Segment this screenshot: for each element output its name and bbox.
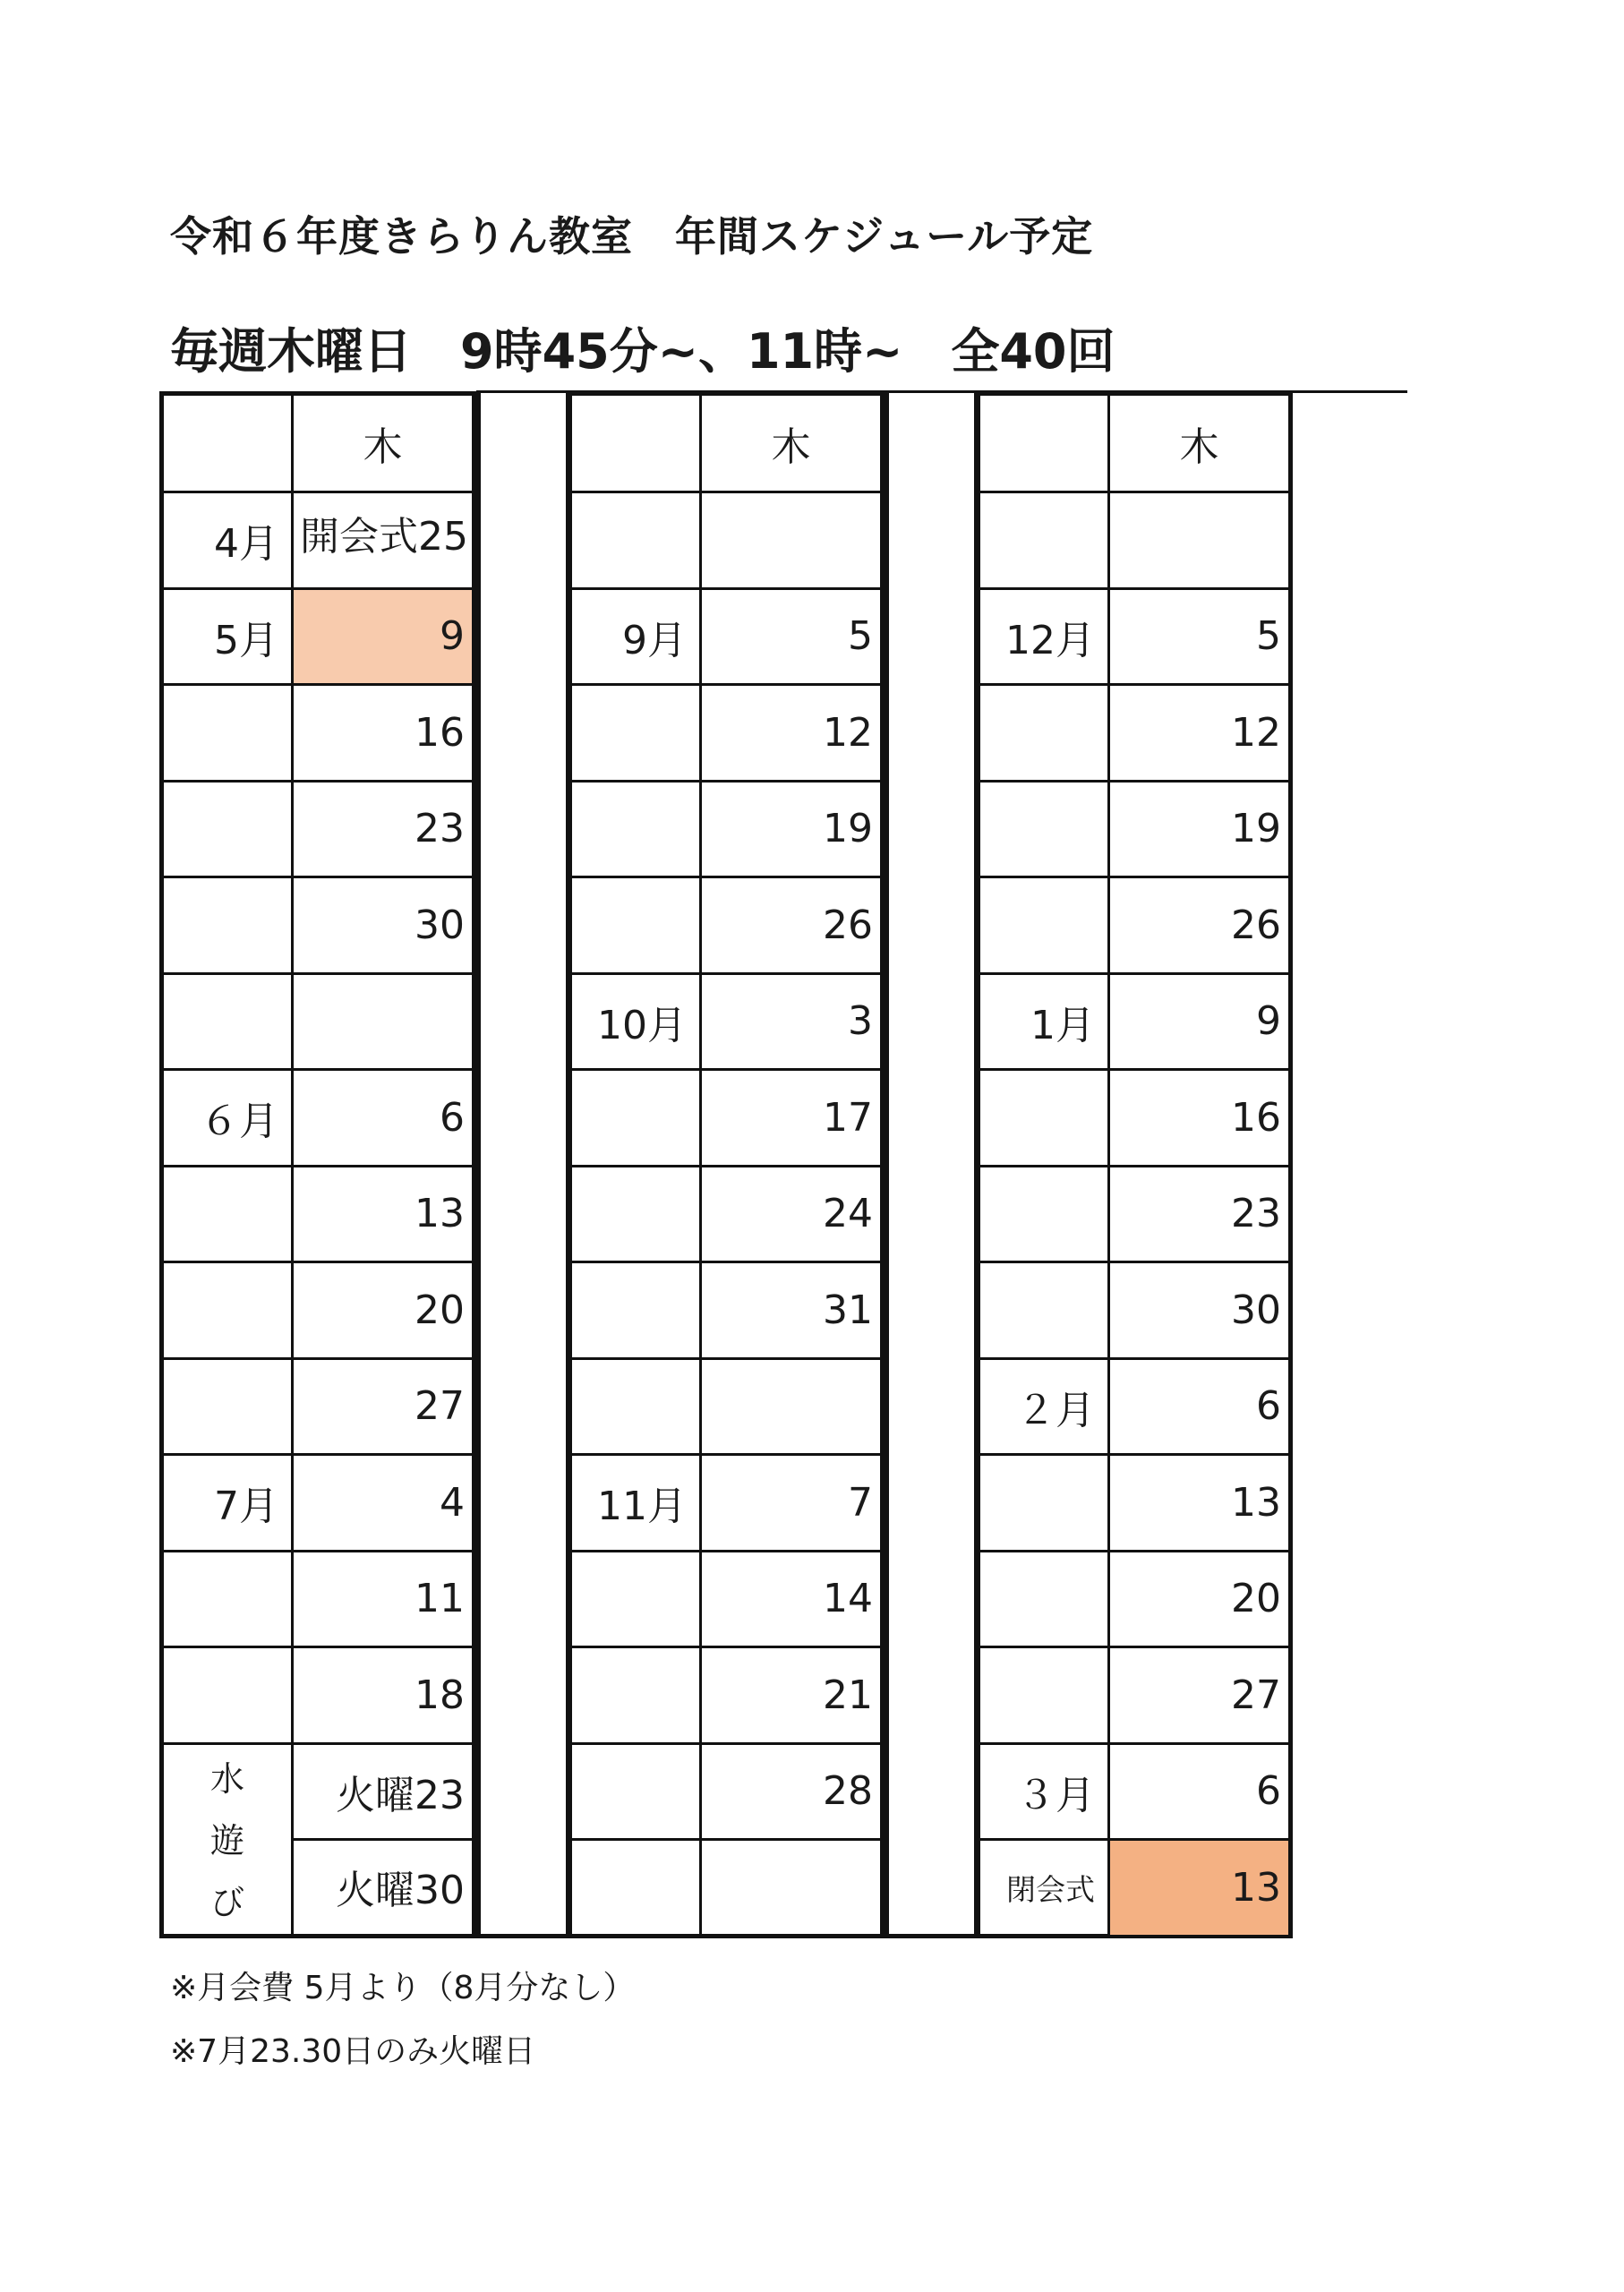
month-cell [164,1167,291,1261]
month-cell [980,493,1107,587]
table-row [164,876,472,972]
day-cell: 13 [291,1167,472,1261]
month-cell: 5月 [214,617,278,663]
table-row [164,491,472,587]
day-cell: 5 [1107,590,1288,684]
month-cell [572,1745,699,1839]
month-cell [980,783,1107,877]
month-cell [980,1263,1107,1357]
table-row [572,1453,880,1550]
day-cell: 11 [291,1552,472,1646]
month-cell: ２月 [1016,1387,1095,1433]
day-cell: 31 [699,1263,880,1357]
day-cell: 16 [1107,1071,1288,1165]
header-month-cell [164,396,291,491]
month-cell: 9月 [622,617,687,663]
table-row [164,587,472,684]
month-cell [572,1841,699,1935]
day-cell: 9 [291,590,472,684]
month-cell [164,783,291,877]
month-cell [572,1360,699,1454]
month-cell [572,1071,699,1165]
month-cell [572,878,699,972]
month-cell: 閉会式 [1006,1871,1095,1907]
schedule-block-1 [159,391,476,1938]
table-row [980,1742,1288,1839]
table-row [980,972,1288,1069]
month-cell: 12月 [1005,617,1095,663]
month-cell [164,1360,291,1454]
day-cell: 18 [291,1648,472,1742]
month-cell [572,1167,699,1261]
month-cell [980,1071,1107,1165]
table-row [572,1742,880,1839]
month-cell [980,1167,1107,1261]
table-row [572,1838,880,1935]
table-row [164,1068,472,1165]
table-row [572,972,880,1069]
table-row [980,587,1288,684]
day-cell: 19 [1107,783,1288,877]
gap-column-2 [885,391,979,1938]
schedule-block-3 [976,391,1293,1938]
table-row [980,491,1288,587]
table-row [164,1357,472,1454]
month-cell [164,1648,291,1742]
month-cell: 11月 [597,1484,687,1530]
day-cell: 26 [1107,878,1288,972]
header-month-cell [980,396,1107,491]
table-row [980,1261,1288,1357]
table-row [572,587,880,684]
day-cell [1107,493,1288,587]
day-cell: 7 [699,1456,880,1550]
day-cell: 21 [699,1648,880,1742]
table-row [164,1165,472,1261]
table-row [980,876,1288,972]
month-cell [980,686,1107,780]
day-cell [699,1360,880,1454]
table-row [980,1453,1288,1550]
month-cell [572,686,699,780]
table-row [164,683,472,780]
header-row [980,396,1288,491]
day-cell: 17 [699,1071,880,1165]
day-cell: 12 [1107,686,1288,780]
month-cell: 10月 [597,1002,687,1048]
table-row [572,491,880,587]
gap-column-1 [476,391,570,1938]
schedule-block-2 [568,391,885,1938]
table-row [980,1165,1288,1261]
header-month-cell [572,396,699,491]
header-day-cell: 木 [1107,396,1288,491]
table-row [572,1646,880,1742]
header-day-cell: 木 [699,396,880,491]
table-row [572,780,880,877]
schedule-grid-2 [572,396,880,1934]
table-row [980,1068,1288,1165]
day-cell: 23 [1107,1167,1288,1261]
day-cell: 16 [291,686,472,780]
month-cell [164,1263,291,1357]
day-cell: 4 [291,1456,472,1550]
day-cell: 火曜23 [291,1745,472,1839]
table-row [980,1357,1288,1454]
month-cell [980,1552,1107,1646]
table-row [572,1261,880,1357]
day-cell: 30 [1107,1263,1288,1357]
day-cell [699,493,880,587]
note-fee: ※月会費 5月より（8月分なし） [170,1970,636,2006]
table-row [164,1453,472,1550]
month-cell [572,493,699,587]
header-row [572,396,880,491]
month-cell: 1月 [1030,1002,1095,1048]
month-cell [164,1552,291,1646]
table-row [164,1646,472,1742]
month-cell [980,1456,1107,1550]
water-play-char: 水 [209,1758,244,1799]
table-row [572,1068,880,1165]
month-cell [164,878,291,972]
day-cell [699,1841,880,1935]
day-cell: 23 [291,783,472,877]
day-cell: 19 [699,783,880,877]
day-cell: 12 [699,686,880,780]
row-separator [291,1838,472,1841]
day-cell: 6 [1107,1360,1288,1454]
month-cell [572,1648,699,1742]
day-cell: 火曜30 [291,1838,472,1935]
table-row [980,1646,1288,1742]
table-row [572,683,880,780]
table-row [164,1550,472,1646]
month-cell [572,783,699,877]
table-row [164,972,472,1069]
water-play-label [164,1745,291,1930]
schedule-grid-1 [164,396,472,1934]
day-cell: 開会式25 [291,493,472,587]
day-cell: 27 [1107,1648,1288,1742]
day-cell: 24 [699,1167,880,1261]
note-tuesday: ※7月23.30日のみ火曜日 [170,2033,536,2070]
month-cell: ６月 [200,1099,278,1145]
month-cell [164,686,291,780]
table-row [980,683,1288,780]
header-day-cell: 木 [291,396,472,491]
month-cell: ３月 [1016,1772,1095,1818]
table-row [572,1357,880,1454]
water-play-char: び [209,1882,244,1922]
day-cell: 6 [291,1071,472,1165]
table-row [980,780,1288,877]
day-cell: 14 [699,1552,880,1646]
schedule-grid-3 [980,396,1288,1934]
month-cell [164,975,291,1069]
day-cell: 20 [291,1263,472,1357]
table-row [980,1838,1288,1935]
month-cell [980,878,1107,972]
month-cell [980,1648,1107,1742]
month-cell: 7月 [214,1484,278,1530]
water-play-char: 遊 [209,1820,244,1860]
day-cell: 27 [291,1360,472,1454]
day-cell: 3 [699,975,880,1069]
day-cell [291,975,472,1069]
month-cell [572,1263,699,1357]
page-subtitle: 毎週木曜日 9時45分~、11時~ 全40回 [170,323,1115,380]
page-title: 令和６年度きらりん教室 年間スケジュール予定 [170,212,1094,261]
day-cell: 26 [699,878,880,972]
day-cell: 13 [1107,1841,1288,1935]
table-row [980,1550,1288,1646]
month-cell: 4月 [214,521,278,568]
table-row [164,1261,472,1357]
day-cell: 6 [1107,1745,1288,1839]
day-cell: 5 [699,590,880,684]
table-row [572,1165,880,1261]
header-row [164,396,472,491]
table-row [164,780,472,877]
month-cell [572,1552,699,1646]
day-cell: 30 [291,878,472,972]
day-cell: 20 [1107,1552,1288,1646]
day-cell: 28 [699,1745,880,1839]
day-cell: 13 [1107,1456,1288,1550]
table-row [572,1550,880,1646]
table-row [572,876,880,972]
day-cell: 9 [1107,975,1288,1069]
